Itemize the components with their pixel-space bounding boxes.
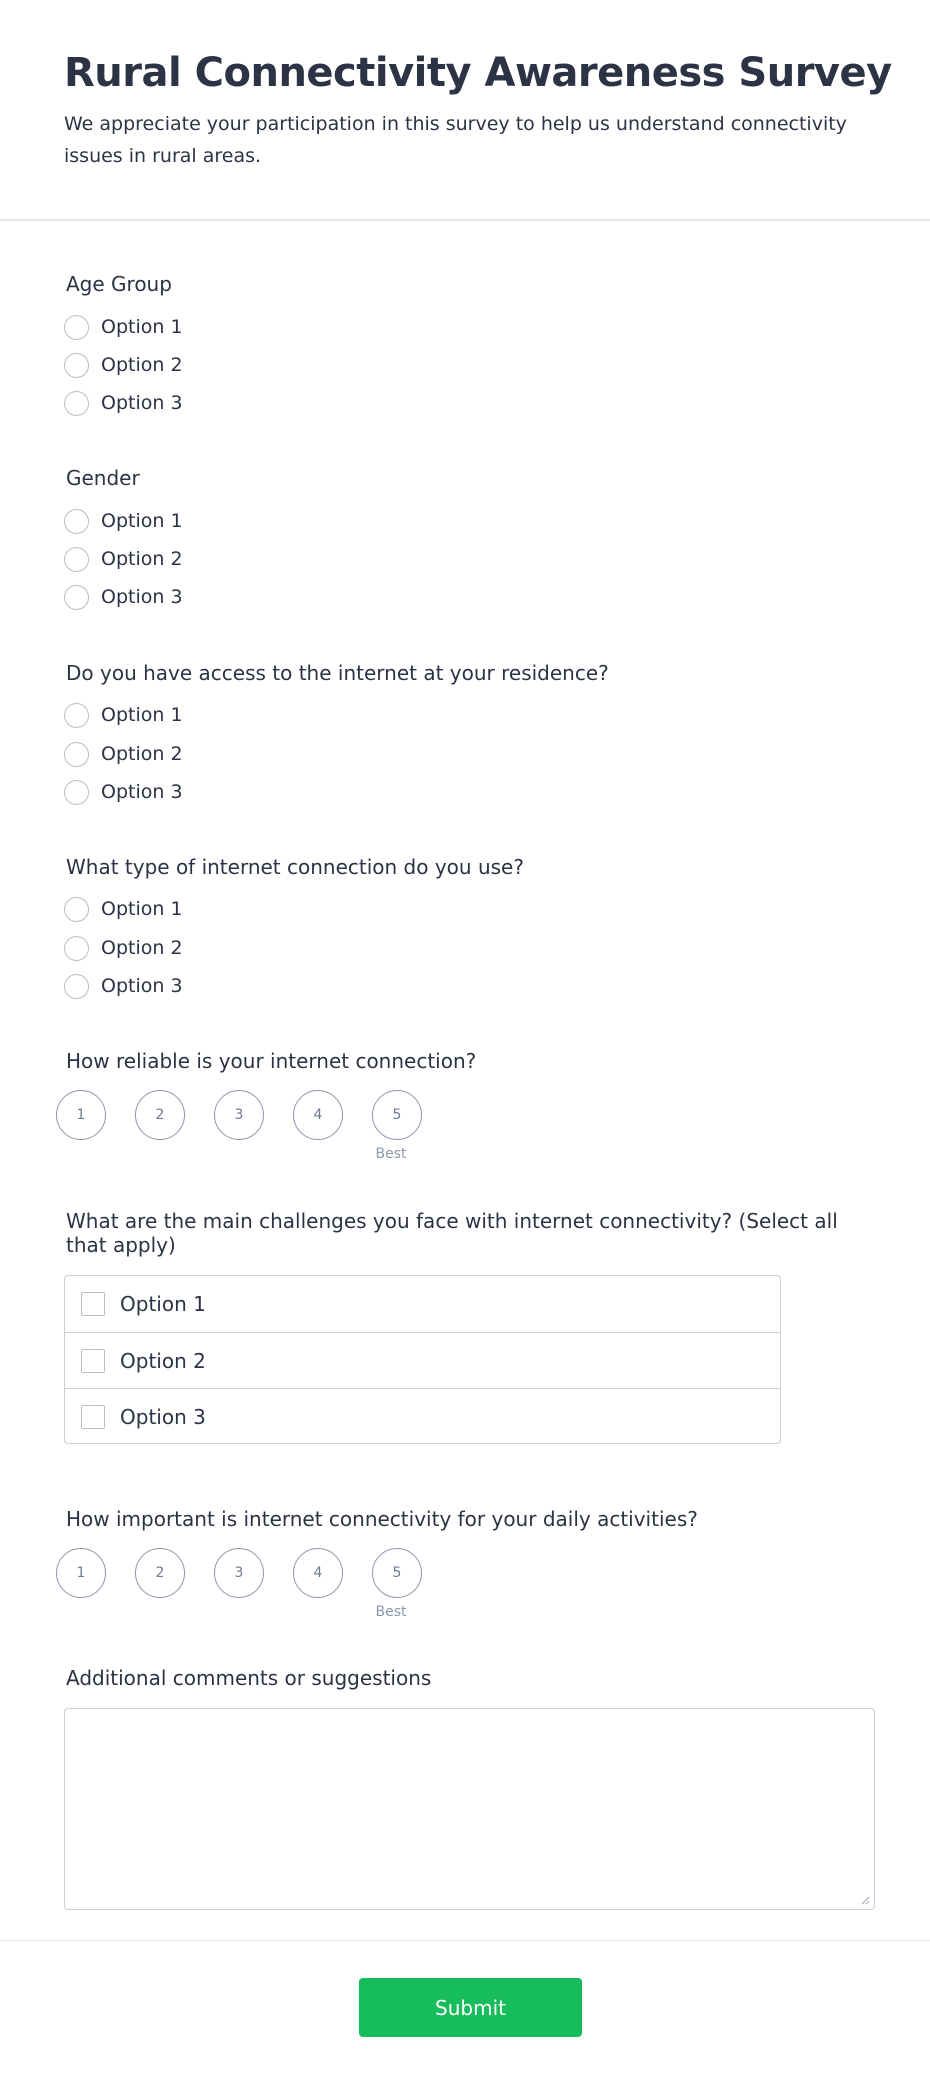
gender-option-3[interactable] — [64, 584, 183, 610]
radio-button[interactable] — [64, 509, 89, 534]
resize-handle-icon[interactable] — [860, 1895, 870, 1905]
checkbox[interactable] — [81, 1292, 105, 1316]
radio-button[interactable] — [64, 780, 89, 805]
question-importance-label: How important is internet connectivity for your daily activities? — [66, 1507, 698, 1531]
question-comments-label: Additional comments or suggestions — [66, 1666, 432, 1690]
page-title: Rural Connectivity Awareness Survey — [64, 50, 892, 96]
radio-label: Option 2 — [101, 743, 183, 765]
checkbox[interactable] — [81, 1349, 105, 1373]
footer-divider — [0, 1940, 930, 1941]
radio-button[interactable] — [64, 897, 89, 922]
radio-button[interactable] — [64, 703, 89, 728]
radio-label: Option 1 — [101, 316, 183, 338]
scale-button-5[interactable]: 5 — [372, 1090, 422, 1140]
comments-textarea[interactable] — [64, 1708, 875, 1910]
checkbox[interactable] — [81, 1405, 105, 1429]
radio-label: Option 2 — [101, 937, 183, 959]
scale-button-1[interactable]: 1 — [56, 1548, 106, 1598]
challenges-option-1[interactable] — [65, 1276, 780, 1332]
connection-type-option-1[interactable] — [64, 896, 183, 922]
radio-button[interactable] — [64, 974, 89, 999]
question-connection-type-label: What type of internet connection do you use? — [66, 855, 524, 879]
radio-button[interactable] — [64, 547, 89, 572]
connection-type-option-2[interactable] — [64, 935, 183, 961]
challenges-checkbox-group — [64, 1275, 781, 1444]
radio-label: Option 2 — [101, 354, 183, 376]
radio-button[interactable] — [64, 353, 89, 378]
access-option-1[interactable] — [64, 702, 183, 728]
radio-button[interactable] — [64, 585, 89, 610]
radio-label: Option 1 — [101, 510, 183, 532]
reliability-scale — [56, 1090, 436, 1170]
age-option-3[interactable] — [64, 390, 183, 416]
radio-button[interactable] — [64, 391, 89, 416]
scale-button-2[interactable]: 2 — [135, 1090, 185, 1140]
radio-label: Option 2 — [101, 548, 183, 570]
scale-best-label: Best — [375, 1146, 407, 1162]
gender-option-2[interactable] — [64, 546, 183, 572]
submit-button[interactable]: Submit — [359, 1978, 582, 2037]
access-option-3[interactable] — [64, 779, 183, 805]
question-access-label: Do you have access to the internet at your residence? — [66, 661, 609, 685]
scale-best-label: Best — [375, 1604, 407, 1620]
radio-label: Option 1 — [101, 898, 183, 920]
checkbox-label: Option 3 — [120, 1404, 206, 1429]
connection-type-option-3[interactable] — [64, 973, 183, 999]
radio-button[interactable] — [64, 742, 89, 767]
question-reliability-label: How reliable is your internet connection? — [66, 1049, 477, 1073]
question-age-label: Age Group — [66, 272, 172, 296]
page-subtitle: We appreciate your participation in this survey to help us understand connectivity issues in rural areas. — [64, 113, 847, 167]
importance-scale — [56, 1548, 436, 1628]
radio-label: Option 3 — [101, 392, 183, 414]
radio-button[interactable] — [64, 315, 89, 340]
checkbox-label: Option 2 — [120, 1348, 206, 1373]
radio-label: Option 3 — [101, 781, 183, 803]
challenges-option-3[interactable] — [65, 1388, 780, 1444]
question-challenges-label: What are the main challenges you face with internet connectivity? (Select all that apply) — [66, 1209, 838, 1257]
question-gender-label: Gender — [66, 466, 140, 490]
scale-button-5[interactable]: 5 — [372, 1548, 422, 1598]
survey-header — [0, 0, 930, 221]
age-option-2[interactable] — [64, 352, 183, 378]
scale-button-3[interactable]: 3 — [214, 1090, 264, 1140]
access-option-2[interactable] — [64, 741, 183, 767]
challenges-option-2[interactable] — [65, 1332, 780, 1388]
scale-button-1[interactable]: 1 — [56, 1090, 106, 1140]
scale-button-3[interactable]: 3 — [214, 1548, 264, 1598]
radio-label: Option 1 — [101, 704, 183, 726]
radio-button[interactable] — [64, 936, 89, 961]
scale-button-2[interactable]: 2 — [135, 1548, 185, 1598]
radio-label: Option 3 — [101, 586, 183, 608]
gender-option-1[interactable] — [64, 508, 183, 534]
age-option-1[interactable] — [64, 314, 183, 340]
radio-label: Option 3 — [101, 975, 183, 997]
checkbox-label: Option 1 — [120, 1292, 206, 1316]
scale-button-4[interactable]: 4 — [293, 1548, 343, 1598]
scale-button-4[interactable]: 4 — [293, 1090, 343, 1140]
